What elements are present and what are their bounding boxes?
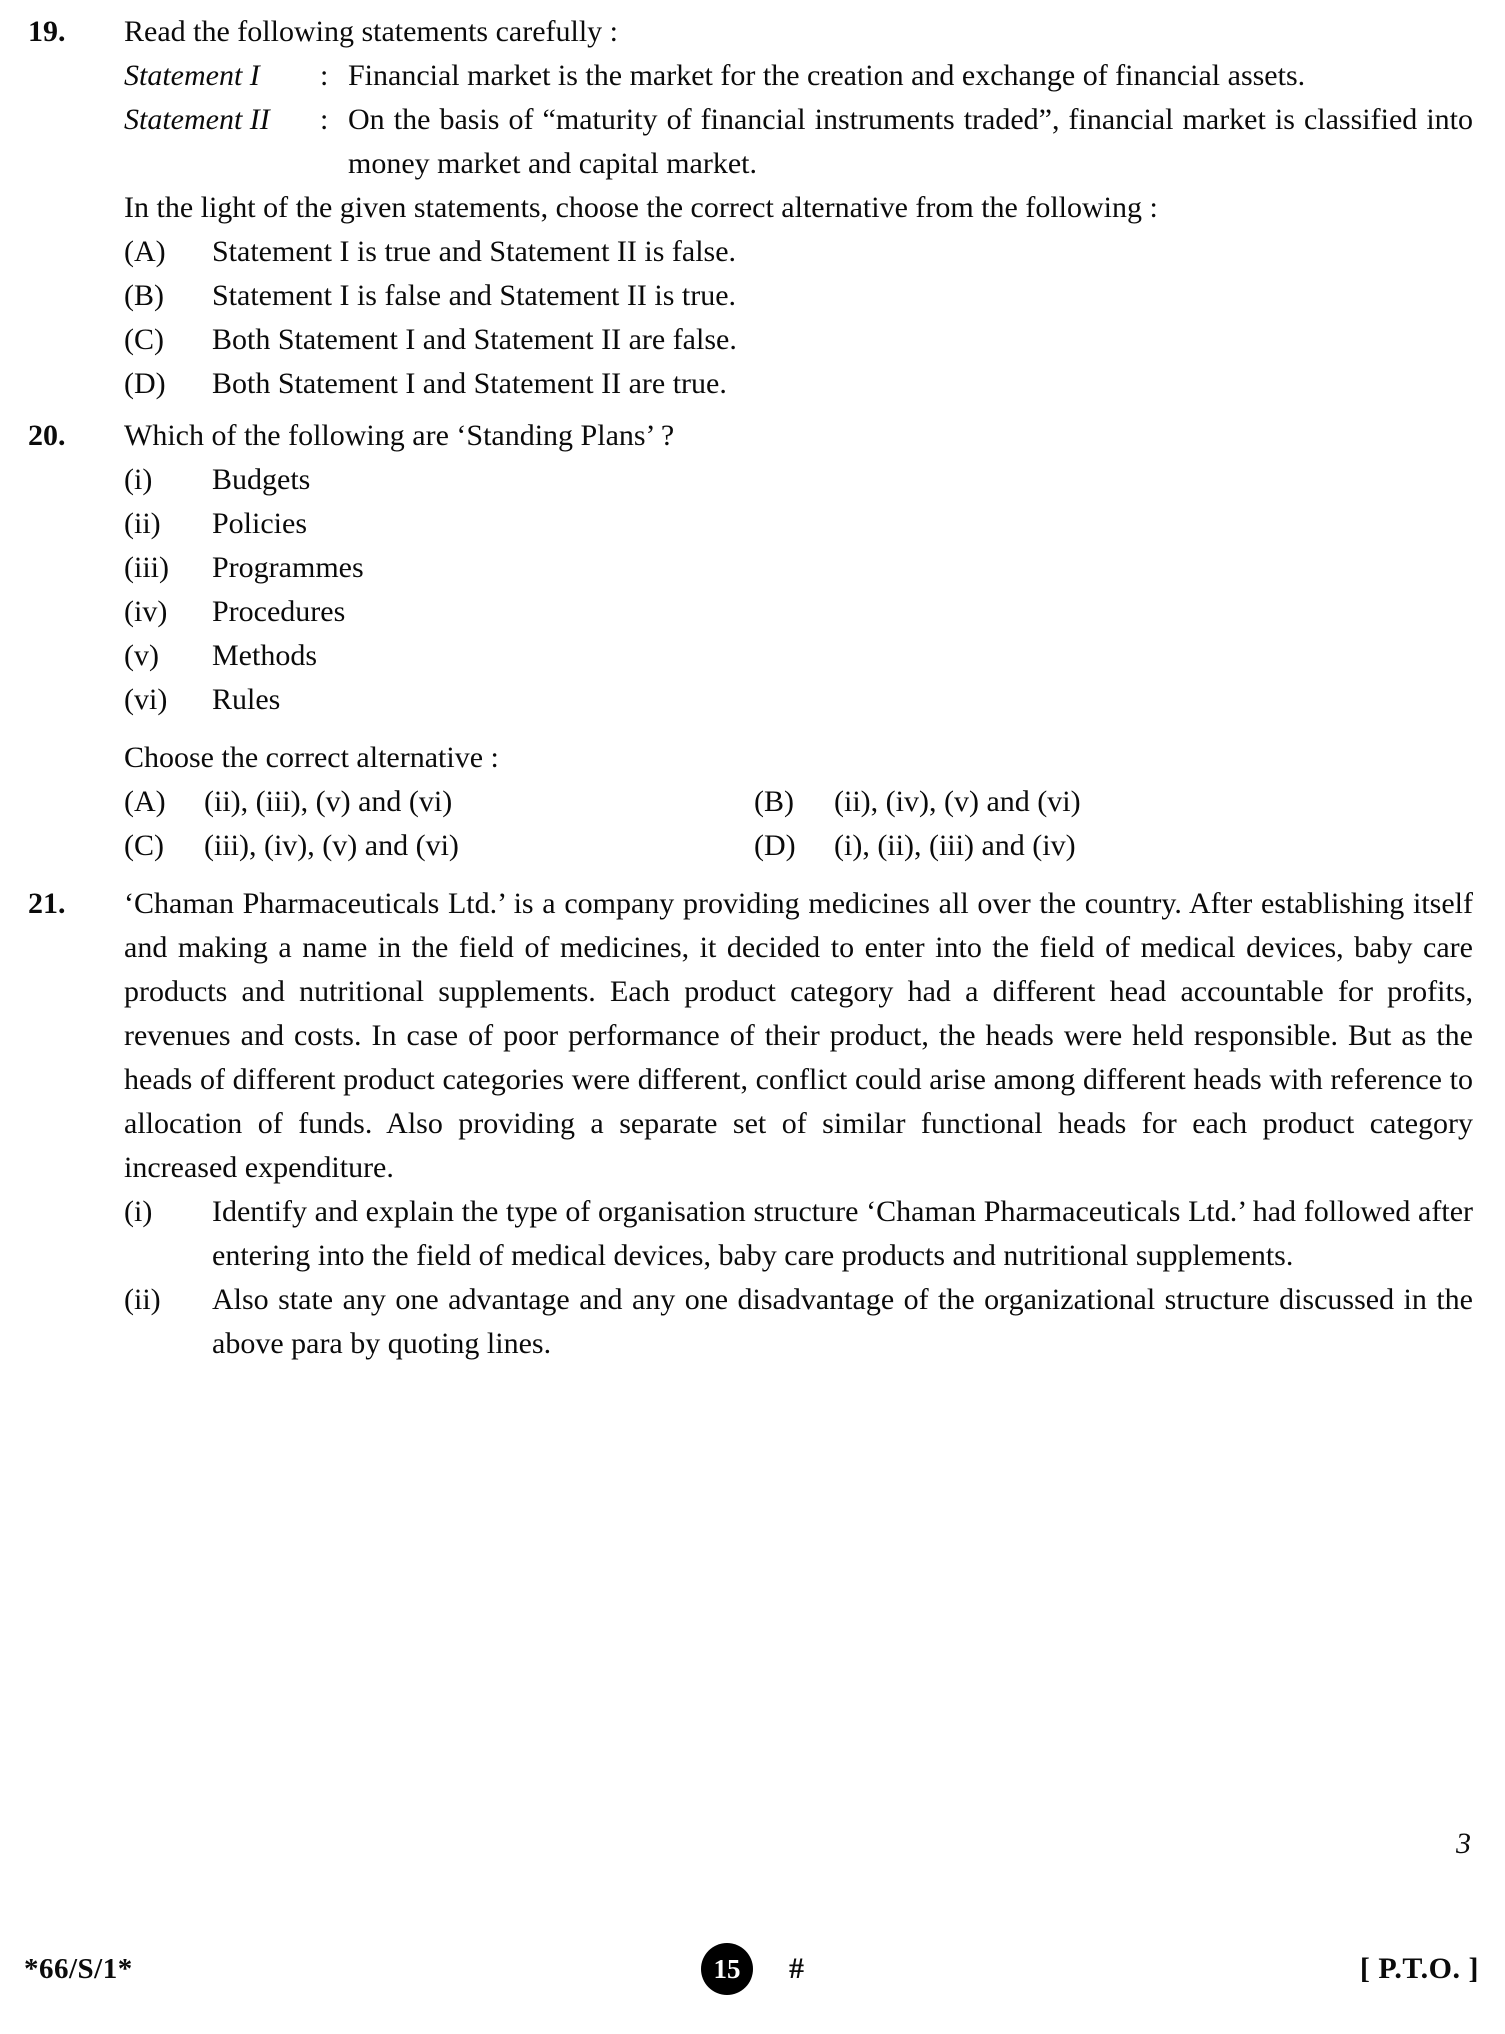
question-21-sub-ii (124, 1278, 1473, 1366)
question-20-item-v (124, 634, 1473, 678)
question-19-number: 19. (28, 15, 66, 48)
statement-ii-colon: : (320, 103, 329, 136)
question-20-item-iv (124, 590, 1473, 634)
question-19-option-b[interactable] (124, 274, 1473, 318)
option-c-key: (C) (124, 829, 164, 862)
item-v-key: (v) (124, 639, 159, 672)
item-ii-text: Policies (212, 507, 307, 540)
question-21-sub-i (124, 1190, 1473, 1278)
pto-label: [ P.T.O. ] (1359, 1952, 1479, 1985)
item-iv-key: (iv) (124, 595, 168, 628)
page-footer (0, 1934, 1505, 2004)
option-c-text: (iii), (iv), (v) and (vi) (204, 829, 459, 862)
item-vi-text: Rules (212, 683, 281, 716)
option-a-key: (A) (124, 235, 166, 268)
statement-i-colon: : (320, 59, 329, 92)
item-iii-text: Programmes (212, 551, 364, 584)
question-21-marks: 3 (1456, 1827, 1471, 1860)
option-b-text: (ii), (iv), (v) and (vi) (834, 785, 1081, 818)
question-20-item-vi (124, 678, 1473, 722)
question-20-body (124, 414, 1473, 868)
item-ii-key: (ii) (124, 507, 161, 540)
option-a-key: (A) (124, 785, 166, 818)
footer-center-group (0, 1943, 1505, 1995)
option-c-key: (C) (124, 323, 164, 356)
statement-i-row (124, 54, 1473, 98)
option-a-text: (ii), (iii), (v) and (vi) (204, 785, 453, 818)
paper-code: *66/S/1* (24, 1952, 133, 1985)
question-20-prompt: Which of the following are ‘Standing Plans’ ? (124, 419, 675, 452)
page-number-badge: 15 (701, 1943, 753, 1995)
option-c-text: Both Statement I and Statement II are false. (212, 323, 737, 356)
question-19-option-d[interactable] (124, 362, 1473, 406)
option-d-text: (i), (ii), (iii) and (iv) (834, 829, 1076, 862)
option-d-key: (D) (124, 367, 166, 400)
statement-ii-row (124, 98, 1473, 186)
option-b-key: (B) (754, 785, 794, 818)
sub-ii-text: Also state any one advantage and any one disadvantage of the organizational structure discussed in the above para by quoting lines. (212, 1283, 1473, 1360)
question-19-instruction: In the light of the given statements, choose the correct alternative from the following : (124, 191, 1158, 224)
question-21-body (124, 882, 1473, 1366)
question-20-number: 20. (28, 419, 66, 452)
option-b-key: (B) (124, 279, 164, 312)
question-19-prompt: Read the following statements carefully : (124, 15, 619, 48)
item-iii-key: (iii) (124, 551, 169, 584)
question-20 (0, 414, 1505, 868)
question-20-item-iii (124, 546, 1473, 590)
question-21 (0, 882, 1505, 1366)
question-19 (0, 10, 1505, 406)
option-b-text: Statement I is false and Statement II is true. (212, 279, 737, 312)
option-d-text: Both Statement I and Statement II are true. (212, 367, 727, 400)
item-v-text: Methods (212, 639, 317, 672)
option-d-key: (D) (754, 829, 796, 862)
sub-i-key: (i) (124, 1195, 153, 1228)
statement-i-text: Financial market is the market for the creation and exchange of financial assets. (348, 59, 1306, 92)
statement-ii-text: On the basis of “maturity of financial instruments traded”, financial market is classified into money market and capital market. (348, 103, 1473, 180)
question-21-number: 21. (28, 887, 66, 920)
question-20-option-b[interactable] (754, 780, 1473, 824)
statement-i-label: Statement I (124, 59, 260, 92)
question-20-options-grid (124, 780, 1473, 868)
question-20-instruction: Choose the correct alternative : (124, 741, 499, 774)
question-20-option-d[interactable] (754, 824, 1473, 868)
item-i-text: Budgets (212, 463, 311, 496)
question-21-passage: ‘Chaman Pharmaceuticals Ltd.’ is a company providing medicines all over the country. After establishing itself and making a name in the field of medicines, it decided to enter into the field of medical devices, baby care products and nutritional supplements. Each product category had a different head accountable for profits, revenues and costs. In case of poor performance of their product, the heads were held responsible. But as the heads of different product categories were different, conflict could arise among different heads with reference to allocation of funds. Also providing a separate set of similar functional heads for each product category increased expenditure. (124, 887, 1473, 1184)
item-vi-key: (vi) (124, 683, 168, 716)
statement-ii-label: Statement II (124, 103, 270, 136)
item-i-key: (i) (124, 463, 153, 496)
question-20-option-c[interactable] (124, 824, 754, 868)
sub-i-text: Identify and explain the type of organisation structure ‘Chaman Pharmaceuticals Ltd.’ had followed after entering into the field of medical devices, baby care products and nutritional supplements. (212, 1195, 1473, 1272)
item-iv-text: Procedures (212, 595, 346, 628)
hash-icon: # (789, 1952, 804, 1985)
question-20-item-i (124, 458, 1473, 502)
question-20-option-a[interactable] (124, 780, 754, 824)
question-20-item-ii (124, 502, 1473, 546)
question-19-option-c[interactable] (124, 318, 1473, 362)
sub-ii-key: (ii) (124, 1283, 161, 1316)
option-a-text: Statement I is true and Statement II is false. (212, 235, 737, 268)
question-19-option-a[interactable] (124, 230, 1473, 274)
question-19-body (124, 10, 1473, 406)
